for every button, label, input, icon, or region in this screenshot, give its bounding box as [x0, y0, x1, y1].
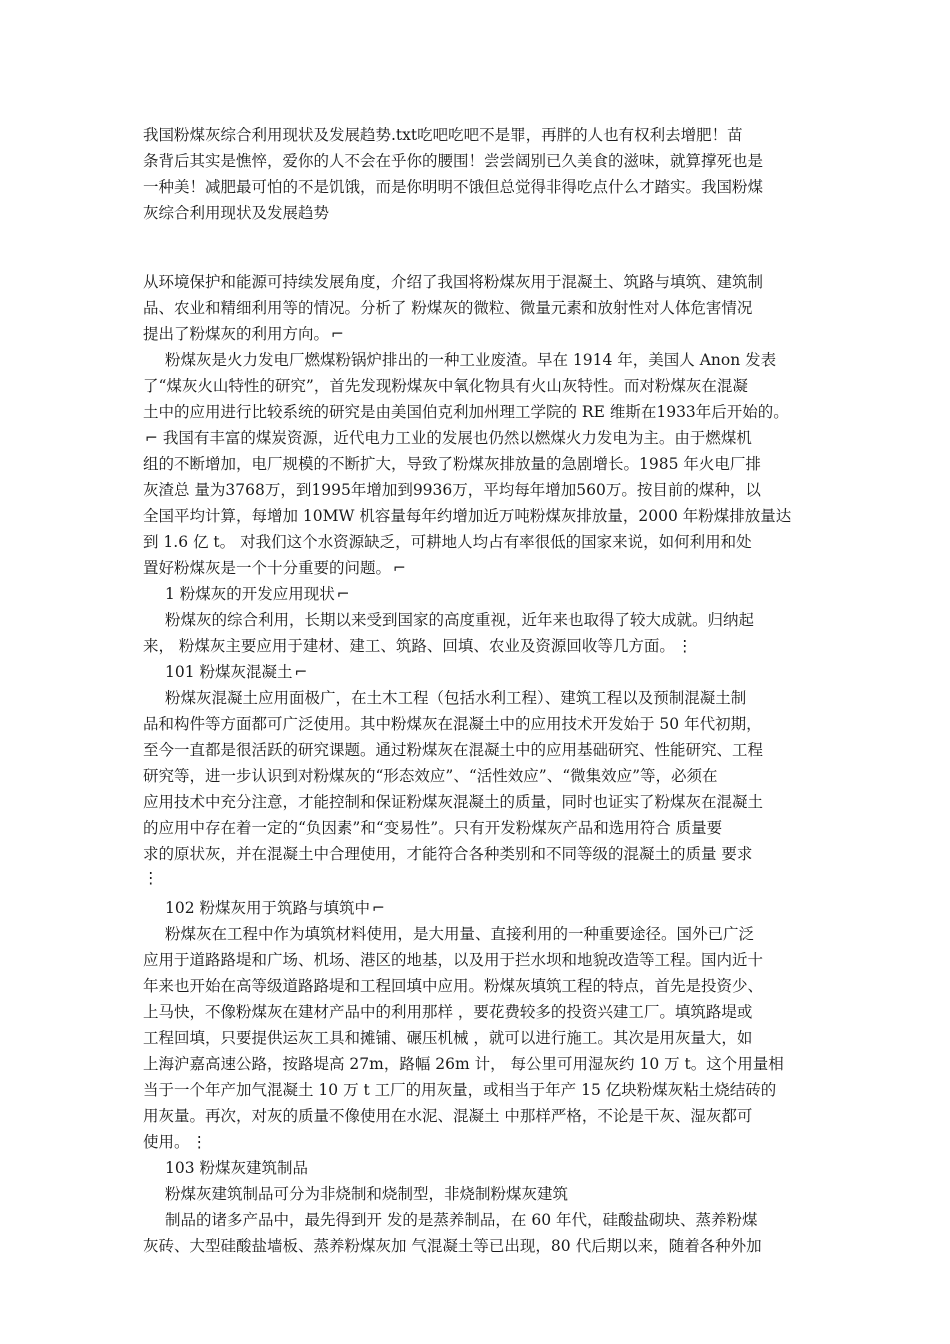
para2-line	[143, 556, 406, 580]
section103-line: 粉煤灰建筑制品可分为非烧制和烧制型，非烧制粉煤灰建筑	[165, 1185, 569, 1203]
section102-line: 应用于道路路堤和广场、机场、港区的地基，以及用于拦水坝和地貌改造等工程。国内近十	[143, 951, 764, 969]
section102-line: 上海沪嘉高速公路，按路堤高 27m，路幅 26m 计， 每公里可用湿灰约 10 万 t。这个用量相	[143, 1055, 784, 1073]
section103-line: 灰砖、大型硅酸盐墙板、蒸养粉煤灰加 气混凝土等已出现，80 代后期以来，随着各种外加	[143, 1237, 762, 1255]
dots-mark: ⋮	[143, 869, 159, 887]
section-heading-text: 102 粉煤灰用于筑路与填筑中	[165, 899, 371, 917]
para2-line-text: 我国有丰富的煤炭资源，近代电力工业的发展也仍然以燃煤火力发电为主。由于燃煤机	[158, 429, 752, 447]
para2-line: 组的不断增加，电厂规模的不断扩大，导致了粉煤灰排放量的急剧增长。1985 年火电厂排	[143, 455, 761, 473]
para1-line: 了“煤灰火山特性的研究”，首先发现粉煤灰中氧化物具有火山灰特性。而对粉煤灰在混凝	[143, 377, 748, 395]
para2-line-text: 置好粉煤灰是一个十分重要的问题。	[143, 559, 392, 577]
section-heading	[165, 582, 350, 606]
section102-line: 当于一个年产加气混凝土 10 万 t 工厂的用灰量，或相当于年产 15 亿块粉煤灰粘土烧结砖的	[143, 1081, 777, 1099]
abstract-line-text: 提出了粉煤灰的利用方向。	[143, 325, 330, 343]
section-heading-text: 101 粉煤灰混凝土	[165, 663, 293, 681]
section101-line: 研究等，进一步认识到对粉煤灰的“形态效应”、“活性效应”、“微集效应”等，必须在	[143, 767, 718, 785]
section102-line: 年来也开始在高等级道路路堤和工程回填中应用。粉煤灰填筑工程的特点，首先是投资少、	[143, 977, 764, 995]
para2-line: 到 1.6 亿 t。 对我们这个水资源缺乏，可耕地人均占有率很低的国家来说，如何利用和处	[143, 533, 752, 551]
dots-mark: ⋮	[191, 1133, 208, 1151]
section102-line	[143, 1130, 207, 1154]
section102-line: 工程回填，只要提供运灰工具和摊铺、碾压机械 ，就可以进行施工。其次是用灰量大，如	[143, 1029, 753, 1047]
bracket-mark: ⌐	[393, 559, 407, 577]
bracket-mark: ⌐	[336, 585, 350, 603]
section101-line: 求的原状灰，并在混凝土中合理使用，才能符合各种类别和不同等级的混凝土的质量 要求	[143, 845, 753, 863]
para2-line: 灰渣总 量为3768万，到1995年增加到9936万，平均每年增加560万。按目前的煤种，以	[143, 481, 761, 499]
intro-line: 我国粉煤灰综合利用现状及发展趋势.txt吃吧吃吧不是罪，再胖的人也有权利去增肥！苗	[143, 126, 743, 144]
bracket-mark: ⌐	[145, 429, 158, 447]
para1-line: 粉煤灰是火力发电厂燃煤粉锅炉排出的一种工业废渣。早在 1914 年，美国人 Anon 发表	[165, 351, 777, 369]
dots-mark: ⋮	[676, 637, 693, 655]
section1-line-text: 来， 粉煤灰主要应用于建材、建工、筑路、回填、农业及资源回收等几方面。	[143, 637, 675, 655]
section101-line: 品和构件等方面都可广泛使用。其中粉煤灰在混凝土中的应用技术开发始于 50 年代初期，	[143, 715, 762, 733]
bracket-mark: ⌐	[372, 899, 386, 917]
section102-line: 粉煤灰在工程中作为填筑材料使用，是大用量、直接利用的一种重要途径。国外已广泛	[165, 925, 755, 943]
para2-line: 全国平均计算，每增加 10MW 机容量每年约增加近万吨粉煤灰排放量，2000 年粉煤排放量达	[143, 507, 792, 525]
section101-line: 应用技术中充分注意，才能控制和保证粉煤灰混凝土的质量，同时也证实了粉煤灰在混凝土	[143, 793, 764, 811]
section101-line: 的应用中存在着一定的“负因素”和“变易性”。只有开发粉煤灰产品和选用符合 质量要	[143, 819, 723, 837]
intro-line: 一种美！减肥最可怕的不是饥饿，而是你明明不饿但总觉得非得吃点什么才踏实。我国粉煤	[143, 178, 764, 196]
abstract-line: 品、农业和精细利用等的情况。分析了 粉煤灰的微粒、微量元素和放射性对人体危害情况	[143, 299, 753, 317]
section101-line: 至今一直都是很活跃的研究课题。通过粉煤灰在混凝土中的应用基础研究、性能研究、工程	[143, 741, 764, 759]
section102-line-text: 使用。	[143, 1133, 190, 1151]
section102-line: 上马快，不像粉煤灰在建材产品中的利用那样 ，要花费较多的投资兴建工厂。填筑路堤或	[143, 1003, 753, 1021]
section-heading-text: 1 粉煤灰的开发应用现状	[165, 585, 335, 603]
intro-line: 条背后其实是憔悴，爱你的人不会在乎你的腰围！尝尝阔别已久美食的滋味，就算撑死也是	[143, 152, 764, 170]
section102-line: 用灰量。再次，对灰的质量不像使用在水泥、混凝土 中那样严格，不论是干灰、湿灰都可	[143, 1107, 753, 1125]
para1-line: 土中的应用进行比较系统的研究是由美国伯克利加州理工学院的 RE 维斯在1933年后开始的。	[143, 403, 789, 421]
section103-line: 制品的诸多产品中，最先得到开 发的是蒸养制品，在 60 年代，硅酸盐砌块、蒸养粉煤	[165, 1211, 758, 1229]
intro-line: 灰综合利用现状及发展趋势	[143, 204, 330, 222]
bracket-mark: ⌐	[294, 663, 308, 681]
section-heading	[165, 896, 385, 920]
para2-line	[143, 426, 752, 450]
section101-line: 粉煤灰混凝土应用面极广，在土木工程（包括水利工程）、建筑工程以及预制混凝土制	[165, 689, 747, 707]
bracket-mark: ⌐	[331, 325, 345, 343]
section-heading	[165, 660, 308, 684]
abstract-line	[143, 322, 344, 346]
section-heading: 103 粉煤灰建筑制品	[165, 1159, 309, 1177]
section1-line	[143, 634, 692, 658]
section1-line: 粉煤灰的综合利用，长期以来受到国家的高度重视，近年来也取得了较大成就。归纳起	[165, 611, 755, 629]
abstract-line: 从环境保护和能源可持续发展角度，介绍了我国将粉煤灰用于混凝土、筑路与填筑、建筑制	[143, 273, 764, 291]
